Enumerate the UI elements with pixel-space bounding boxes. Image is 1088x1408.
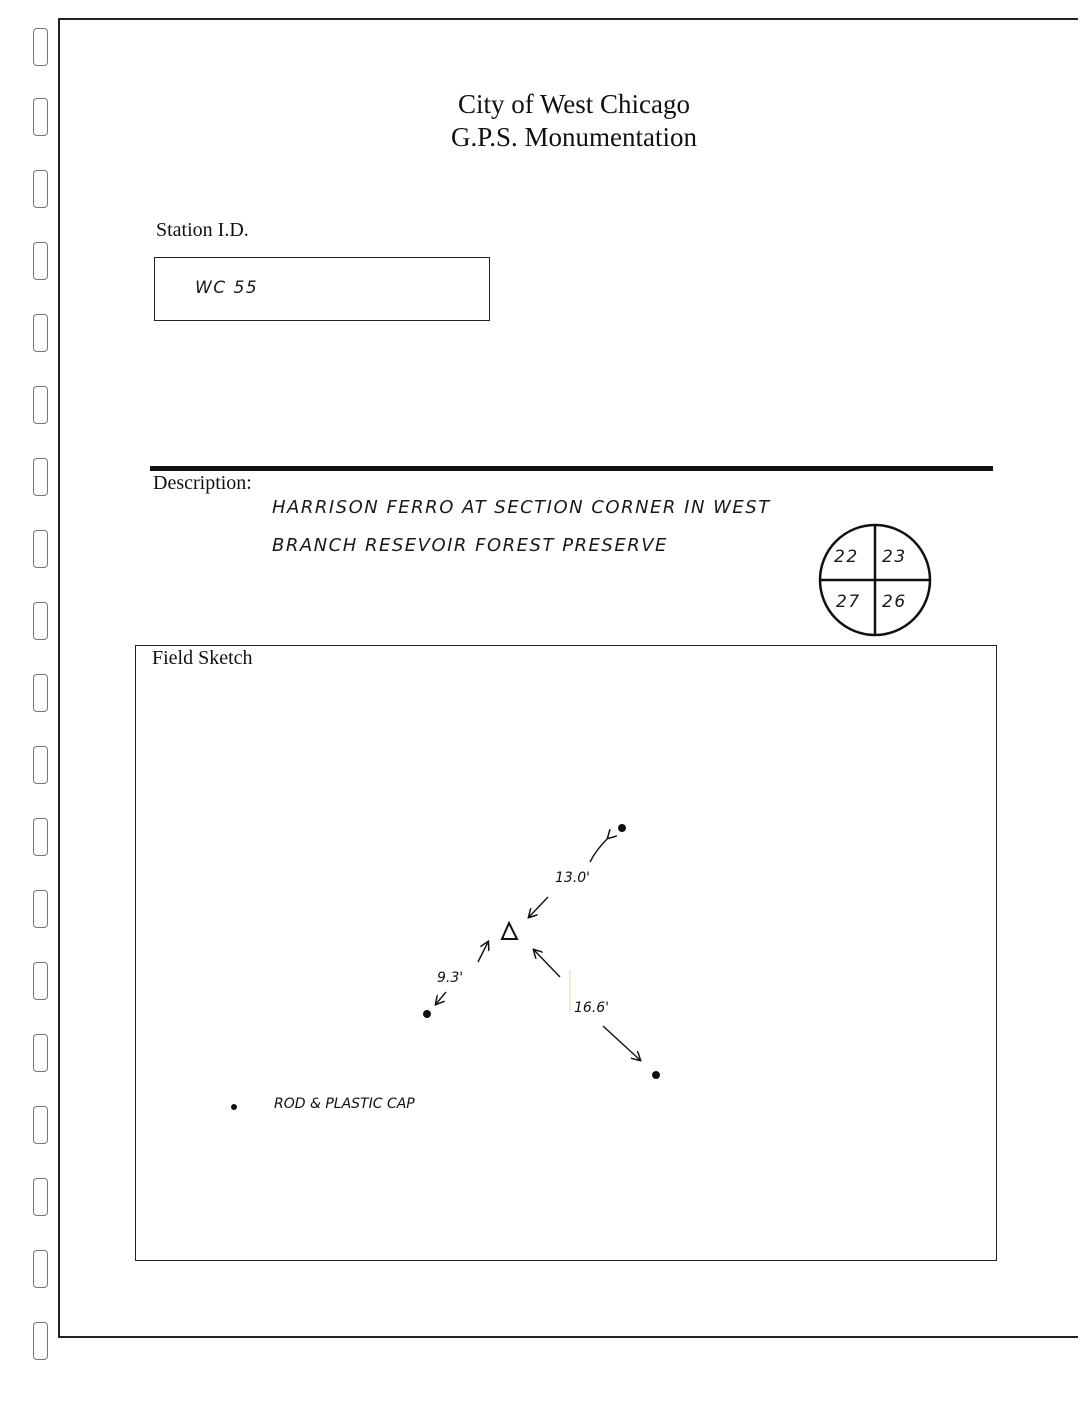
- arrow-northeast-outer: [590, 838, 608, 862]
- page-title: City of West Chicago: [457, 89, 691, 119]
- section-number-tr: 23: [882, 547, 907, 567]
- rod-point-southeast: [652, 1071, 660, 1079]
- rod-point-southwest: [423, 1010, 431, 1018]
- arrow-southwest-inner: [478, 942, 488, 962]
- monument-triangle-icon: [502, 923, 517, 939]
- page-subtitle: G.P.S. Monumentation: [450, 122, 698, 152]
- legend-label: ROD & PLASTIC CAP: [274, 1096, 415, 1112]
- arrow-northeast-inner: [529, 897, 548, 917]
- field-sketch-label: Field Sketch: [152, 647, 253, 669]
- arrow-southeast-inner: [534, 950, 560, 977]
- arrow-southeast-outer: [603, 1026, 640, 1060]
- section-number-bl: 27: [836, 592, 861, 612]
- description-line-1: HARRISON FERRO AT SECTION CORNER IN WEST: [272, 497, 771, 518]
- arrow-southwest-outer: [436, 992, 446, 1004]
- legend-rod-icon: [231, 1104, 237, 1110]
- station-id-label: Station I.D.: [156, 219, 249, 241]
- distance-label-northeast: 13.0': [555, 870, 591, 886]
- section-number-tl: 22: [834, 547, 859, 567]
- description-label: Description:: [153, 472, 252, 494]
- rod-point-northeast: [618, 824, 626, 832]
- section-number-br: 26: [882, 592, 907, 612]
- distance-label-southeast: 16.6': [574, 1000, 610, 1016]
- distance-label-southwest: 9.3': [437, 970, 464, 986]
- station-id-value: WC 55: [195, 278, 259, 298]
- description-line-2: BRANCH RESEVOIR FOREST PRESERVE: [272, 535, 668, 556]
